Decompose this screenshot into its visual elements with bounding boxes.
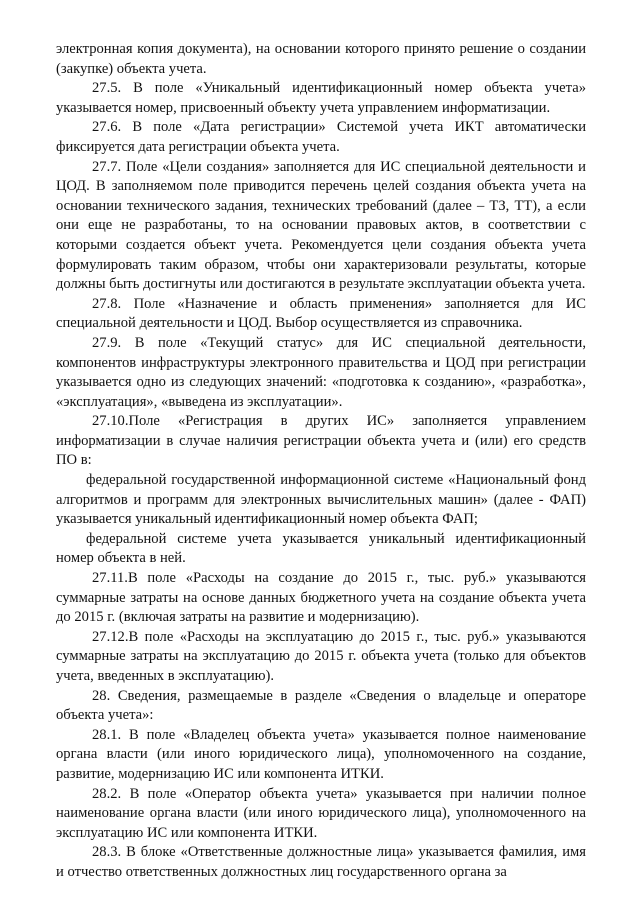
paragraph-continuation: электронная копия документа), на основании которого принято решение о создании (закупке) объекта учета. — [56, 41, 586, 77]
paragraph-27-10-fap: федеральной государственной информационной системе «Национальный фонд алгоритмов и программ для электронных вычислительных машин» (далее - ФАП) указывается уникальный идентификационный номер объекта ФАП; — [56, 472, 586, 528]
paragraph-27-12: 27.12.В поле «Расходы на эксплуатацию до 2015 г., тыс. руб.» указываются суммарные затраты на эксплуатацию до 2015 г. объекта учета (только для объектов учета, введенных в эксплуатацию). — [56, 628, 586, 684]
paragraph-27-10: 27.10.Поле «Регистрация в других ИС» заполняется управлением информатизации в случае наличия регистрации объекта учета и (или) его средств ПО в: — [56, 413, 586, 469]
paragraph-27-11: 27.11.В поле «Расходы на создание до 2015 г., тыс. руб.» указываются суммарные затраты на основе данных бюджетного учета на создание объекта учета до 2015 г. (включая затраты на развитие и модернизацию). — [56, 570, 586, 626]
paragraph-28-1: 28.1. В поле «Владелец объекта учета» указывается полное наименование органа власти (или иного юридического лица), уполномоченного на создание, развитие, модернизацию ИС или компонента ИТКИ. — [56, 726, 586, 782]
paragraph-27-7: 27.7. Поле «Цели создания» заполняется для ИС специальной деятельности и ЦОД. В заполняемом поле приводится перечень целей создания объекта учета на основании технического задания, технических требований (далее – ТЗ, ТТ), а если они еще не разработаны, то на основании правовых актов, в соответствии с которыми создается объект учета. Рекомендуется цели создания объекта учета формулировать таким образом, чтобы они характеризовали результаты, которые должны быть достигнуты или достигаются в результате эксплуатации объекта учета. — [56, 158, 586, 293]
paragraph-27-8: 27.8. Поле «Назначение и область применения» заполняется для ИС специальной деятельности и ЦОД. Выбор осуществляется из справочника. — [56, 295, 586, 332]
paragraph-27-6: 27.6. В поле «Дата регистрации» Системой учета ИКТ автоматически фиксируется дата регистрации объекта учета. — [56, 119, 586, 155]
paragraph-28-2: 28.2. В поле «Оператор объекта учета» указывается при наличии полное наименование органа власти (или иного юридического лица), уполномоченного на эксплуатацию ИС или компонента ИТКИ. — [56, 785, 586, 841]
document-page — [56, 40, 586, 883]
paragraph-27-10-federal: федеральной системе учета указывается уникальный идентификационный номер объекта в ней. — [56, 530, 586, 567]
paragraph-27-9: 27.9. В поле «Текущий статус» для ИС специальной деятельности, компонентов инфраструктуры электронного правительства и ЦОД при регистрации указывается одно из следующих значений: «подготовка к созданию», «разработка», «эксплуатация», «выведена из эксплуатации». — [56, 334, 586, 410]
paragraph-28: 28. Сведения, размещаемые в разделе «Сведения о владельце и операторе объекта учета»: — [56, 687, 586, 724]
paragraph-28-3: 28.3. В блоке «Ответственные должностные лица» указывается фамилия, имя и отчество ответственных должностных лиц государственного органа за — [56, 844, 586, 880]
paragraph-27-5: 27.5. В поле «Уникальный идентификационный номер объекта учета» указывается номер, присвоенный объекту учета управлением информатизации. — [56, 80, 586, 116]
